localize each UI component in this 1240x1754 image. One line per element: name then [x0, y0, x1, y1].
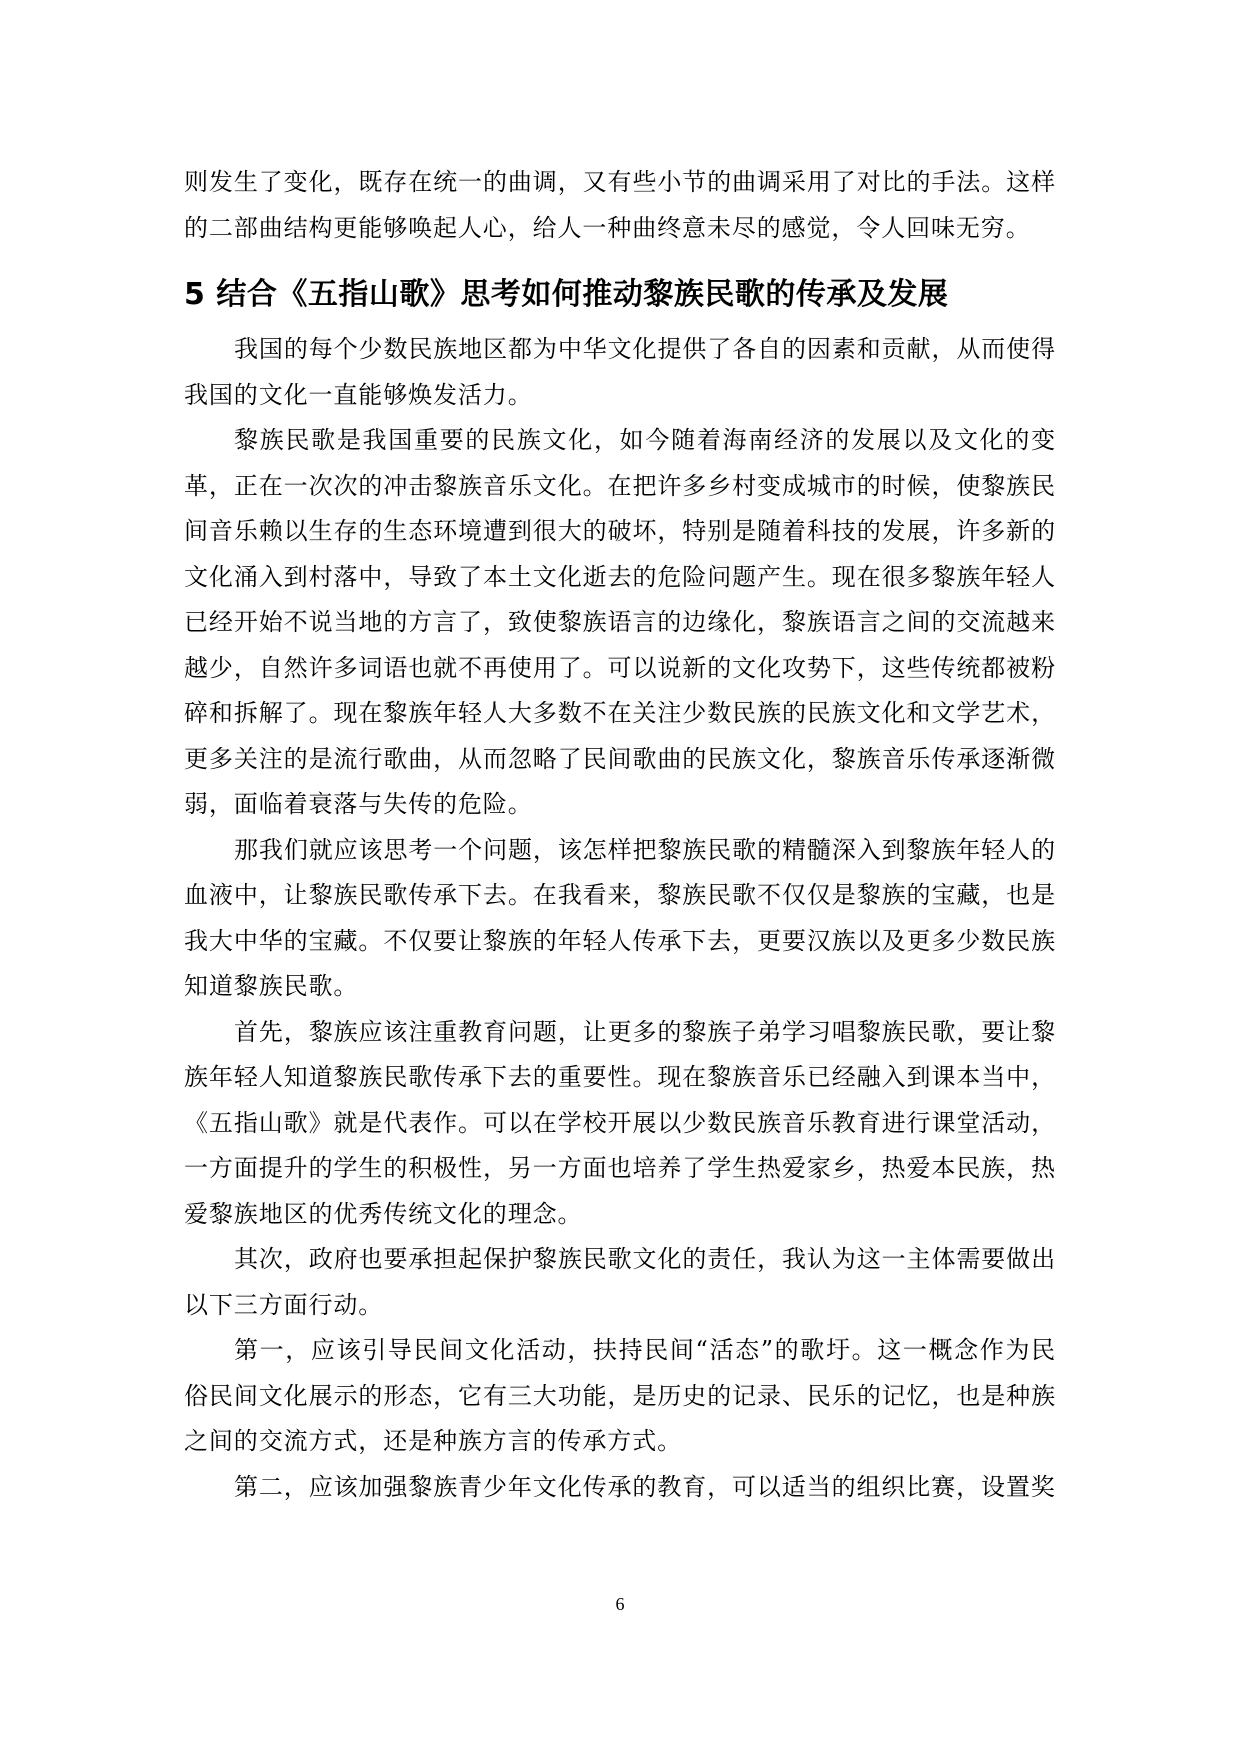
paragraph: 其次，政府也要承担起保护黎族民歌文化的责任，我认为这一主体需要做出以下三方面行动。 — [184, 1245, 1056, 1319]
paragraph: 第二，应该加强黎族青少年文化传承的教育，可以适当的组织比赛，设置奖 — [234, 1472, 1056, 1501]
paragraph: 那我们就应该思考一个问题，该怎样把黎族民歌的精髓深入到黎族年轻人的血液中，让黎族民歌传承下去。在我看来，黎族民歌不仅仅是黎族的宝藏，也是我大中华的宝藏。不仅要让黎族的年轻人传承下去，更要汉族以及更多少数民族知道黎族民歌。 — [184, 835, 1056, 1000]
continued-paragraph: 则发生了变化，既存在统一的曲调，又有些小节的曲调采用了对比的手法。这样的二部曲结构更能够唤起人心，给人一种曲终意未尽的感觉，令人回味无穷。 — [184, 168, 1056, 242]
paragraph: 黎族民歌是我国重要的民族文化，如今随着海南经济的发展以及文化的变革，正在一次次的冲击黎族音乐文化。在把许多乡村变成城市的时候，使黎族民间音乐赖以生存的生态环境遭到很大的破坏，特别是随着科技的发展，许多新的文化涌入到村落中，导致了本土文化逝去的危险问题产生。现在很多黎族年轻人已经开始不说当地的方言了，致使黎族语言的边缘化，黎族语言之间的交流越来越少，自然许多词语也就不再使用了。可以说新的文化攻势下，这些传统都被粉碎和拆解了。现在黎族年轻人大多数不在关注少数民族的民族文化和文学艺术，更多关注的是流行歌曲，从而忽略了民间歌曲的民族文化，黎族音乐传承逐渐微弱，面临着衰落与失传的危险。 — [184, 426, 1056, 818]
page-body — [184, 160, 1056, 1510]
paragraph: 首先，黎族应该注重教育问题，让更多的黎族子弟学习唱黎族民歌，要让黎族年轻人知道黎族民歌传承下去的重要性。现在黎族音乐已经融入到课本当中，《五指山歌》就是代表作。可以在学校开展以少数民族音乐教育进行课堂活动，一方面提升的学生的积极性，另一方面也培养了学生热爱家乡，热爱本民族，热爱黎族地区的优秀传统文化的理念。 — [184, 1017, 1056, 1228]
paragraph: 第一，应该引导民间文化活动，扶持民间“活态”的歌圩。这一概念作为民俗民间文化展示的形态，它有三大功能，是历史的记录、民乐的记忆，也是种族之间的交流方式，还是种族方言的传承方式。 — [184, 1336, 1056, 1455]
paragraph: 我国的每个少数民族地区都为中华文化提供了各自的因素和贡献，从而使得我国的文化一直能够焕发活力。 — [184, 335, 1056, 409]
page-number: 6 — [615, 1594, 625, 1614]
section-heading: 5 结合《五指山歌》思考如何推动黎族民歌的传承及发展 — [184, 277, 949, 312]
